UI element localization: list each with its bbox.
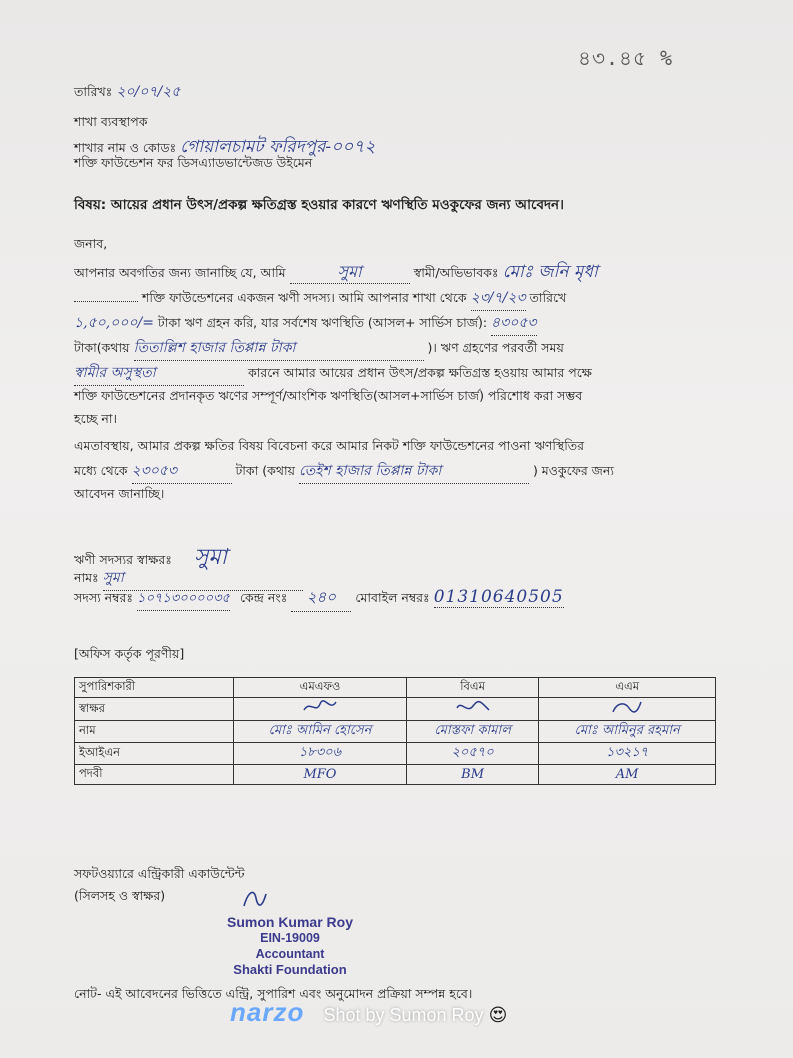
waive-amount-handwritten: ২৩০৫৩ [132, 460, 232, 484]
row-label: ইআইএন [75, 743, 234, 765]
signature-scribble-icon [453, 698, 493, 716]
salutation: জনাব, [74, 236, 108, 251]
recommendation-table [74, 677, 716, 785]
branch-value: গোয়ালচামট ফরিদপুর-০০৭২ [180, 137, 376, 157]
header-cell: সুপারিশকারী [75, 678, 234, 698]
waive-words-handwritten: তেইশ হাজার তিপ্পান্ন টাকা [299, 460, 529, 484]
para2-line3: আবেদন জানাচ্ছি। [74, 486, 165, 501]
name-cell: মোঃ আমিন হোসেন [234, 721, 407, 743]
designation-cell: MFO [234, 765, 407, 785]
para-text: টাকা (কথায় [235, 463, 295, 478]
mobile-label: মোবাইল নম্বরঃ [355, 590, 430, 605]
para-text: টাকা(কথায় [74, 340, 130, 355]
center-no-value: ২৪০ [291, 586, 351, 612]
para1-line6: শক্তি ফাউন্ডেশনের প্রদানকৃত ঋণের সম্পূর্ণ/আংশিক ঋণস্থিতি(আসল+সার্ভিস চার্জ) পরিশোধ করা সম্ভব [74, 388, 583, 403]
header-cell: বিএম [406, 678, 538, 698]
branch-label: শাখার নাম ও কোডঃ [74, 140, 177, 155]
watermark-text: Shot by Sumon Roy [323, 1005, 484, 1025]
para-text: শক্তি ফাউন্ডেশনের একজন ঋণী সদস্য। আমি আপনার শাখা থেকে [141, 290, 467, 305]
accountant-signature-icon [240, 886, 270, 912]
signature-cell [234, 698, 407, 721]
outstanding-words-handwritten: তিতাল্লিশ হাজার তিপ্পান্ন টাকা [134, 337, 424, 361]
signature-cell [406, 698, 538, 721]
row-label: স্বাক্ষর [75, 698, 234, 721]
member-name-handwritten: সুমা [290, 260, 410, 284]
signature-scribble-icon [607, 698, 647, 716]
signature-scribble-icon [300, 698, 340, 716]
para1-line7: হচ্ছে না। [74, 411, 117, 426]
para1-line5 [74, 361, 592, 386]
stamp-title: Accountant [255, 947, 325, 961]
para1-line2 [74, 286, 566, 311]
table-row [75, 698, 716, 721]
member-no-value: ১০৭১৩০০০০৩৫ [137, 589, 230, 611]
guardian-name-handwritten: মোঃ জনি মৃধা [502, 262, 598, 282]
para1-line1 [74, 260, 598, 284]
accountant-stamp [220, 914, 360, 978]
sig-label: ঋণী সদস্যর স্বাক্ষরঃ [74, 552, 172, 567]
loan-date-handwritten: ২৩/৭/২৩ [471, 287, 526, 311]
para1-line3 [74, 311, 537, 336]
org-line: শক্তি ফাউন্ডেশন ফর ডিসএ্যাডভান্টেজড উইমেন [74, 155, 313, 170]
date-value: ২০/০৭/২৫ [116, 84, 181, 100]
signature-cell [539, 698, 716, 721]
para-text: )। ঋণ গ্রহণের পরবর্তী সময় [427, 340, 564, 355]
addressee-line: শাখা ব্যবস্থাপক [74, 114, 148, 129]
loan-amount-handwritten: ১,৫০,০০০/= [74, 315, 154, 331]
para-text: টাকা ঋণ গ্রহন করি, যার সর্বশেষ ঋণস্থিতি (আসল+ সার্ভিস চার্জ): [157, 315, 488, 330]
outstanding-handwritten: ৪৩০৫৩ [491, 312, 536, 336]
designation-cell: BM [406, 765, 538, 785]
date-row [74, 80, 180, 104]
member-info-row [74, 586, 564, 612]
ein-cell: ১৩২১৭ [539, 743, 716, 765]
name-label: নামঃ [74, 570, 99, 585]
member-name-value: সুমা [103, 566, 303, 591]
mobile-no-value: 01310640505 [433, 587, 564, 607]
ein-cell: ২০৫৭০ [406, 743, 538, 765]
center-label: কেন্দ্র নংঃ [239, 590, 288, 605]
para-text: আপনার অবগতির জন্য জানাচ্ছি যে, আমি [74, 265, 286, 280]
stamp-ein: EIN-19009 [260, 931, 320, 945]
camera-watermark [230, 997, 507, 1028]
para-text: তারিখে [529, 290, 567, 305]
accountant-line1: সফটওয়্যারে এন্ট্রিকারী একাউন্টেন্ট [74, 866, 245, 881]
header-cell: এমএফও [234, 678, 407, 698]
row-label: নাম [75, 721, 234, 743]
table-row [75, 721, 716, 743]
table-row [75, 765, 716, 785]
name-cell: মোঃ আমিনুর রহমান [539, 721, 716, 743]
para-text: কারনে আমার আয়ের প্রধান উৎস/প্রকল্প ক্ষতিগ্রস্ত হওয়ায় আমার পক্ষে [247, 365, 592, 380]
footer-note: নোট- এই আবেদনের ভিত্তিতে এন্ট্রি, সুপারিশ এবং অনুমোদন প্রক্রিয়া সম্পন্ন হবে। [74, 986, 473, 1001]
member-signature: সুমা [193, 545, 228, 570]
para-text: মধ্যে থেকে [74, 463, 128, 478]
subject-line: বিষয়: আয়ের প্রধান উৎস/প্রকল্প ক্ষতিগ্রস্ত হওয়ার কারণে ঋণস্থিতি মওকুফের জন্য আবেদন। [74, 197, 564, 213]
office-heading: [অফিস কর্তৃক পূরণীয়] [74, 646, 185, 661]
heart-eyes-emoji-icon: 😍 [488, 1005, 508, 1026]
accountant-line2: (সিলসহ ও স্বাক্ষর) [74, 888, 166, 903]
name-cell: মোস্তফা কামাল [406, 721, 538, 743]
header-cell: এএম [539, 678, 716, 698]
ein-cell: ১৮৩০৬ [234, 743, 407, 765]
para2-line2 [74, 459, 614, 484]
date-label: তারিখঃ [74, 84, 113, 99]
para-text: ) মওকুফের জন্য [532, 463, 614, 478]
designation-cell: AM [539, 765, 716, 785]
para-text: স্বামী/অভিভাবকঃ [413, 265, 499, 280]
reason-handwritten: স্বামীর অসুস্থতা [74, 362, 244, 386]
member-no-label: সদস্য নম্বরঃ [74, 590, 134, 605]
row-label: পদবী [75, 765, 234, 785]
blank-dots [74, 301, 138, 302]
stamp-name: Sumon Kumar Roy [226, 914, 353, 930]
table-header-row [75, 678, 716, 698]
para2-line1: এমতাবস্থায়, আমার প্রকল্প ক্ষতির বিষয় বিবেচনা করে আমার নিকট শক্তি ফাউন্ডেশনের পাওনা ঋণস্থিতির [74, 438, 585, 453]
stamp-org: Shakti Foundation [233, 962, 347, 977]
percentage-note: ৪৩.৪৫ % [578, 46, 674, 70]
table-row [75, 743, 716, 765]
watermark-brand: narzo [230, 997, 305, 1027]
para1-line4 [74, 336, 564, 361]
